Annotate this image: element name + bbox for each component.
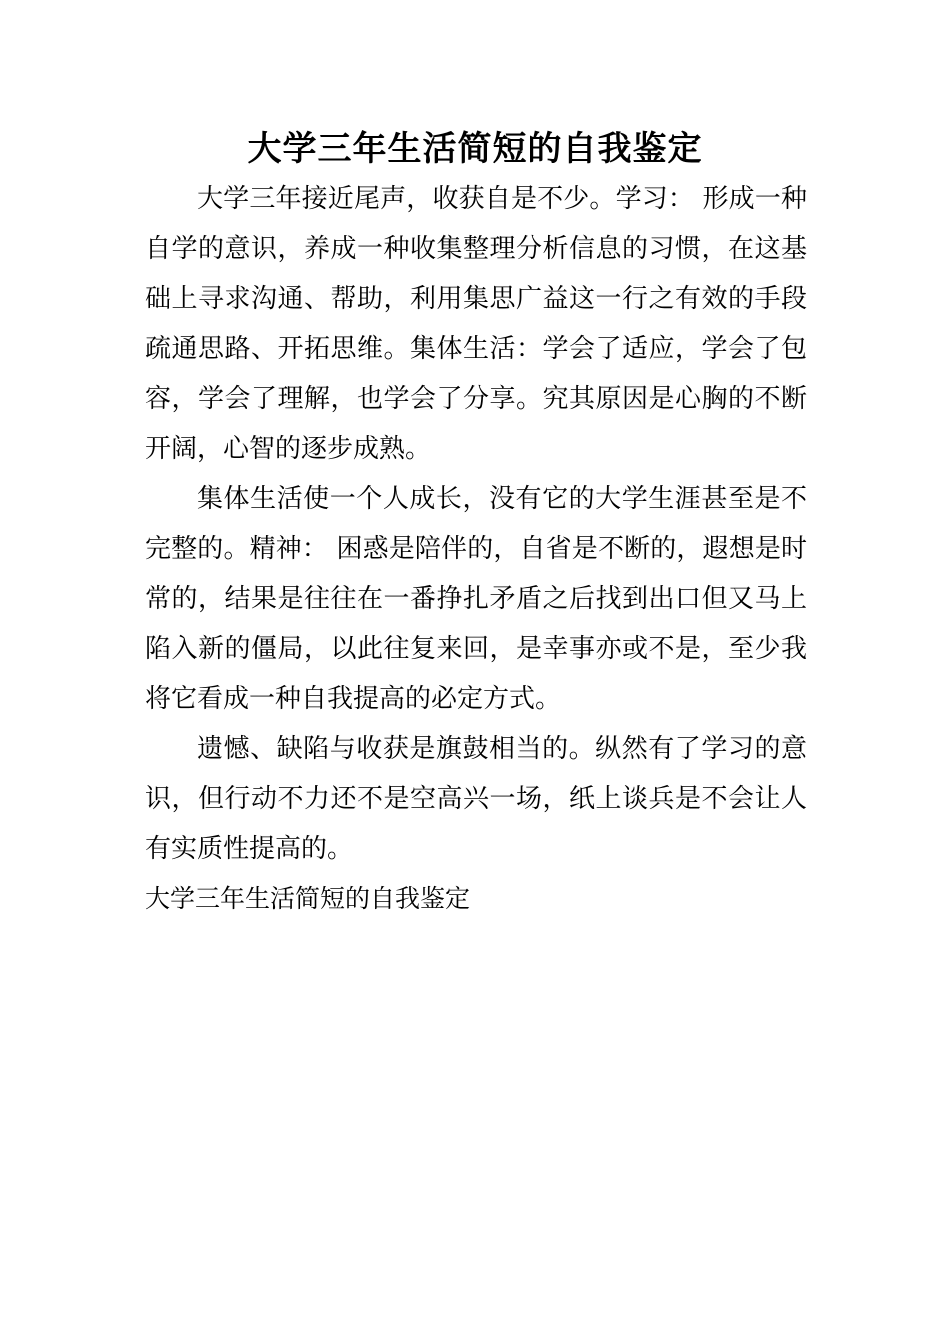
paragraph-3: 遗憾、缺陷与收获是旗鼓相当的。纵然有了学习的意识，但行动不力还不是空高兴一场，纸上谈兵是不会让人有实质性提高的。	[145, 734, 807, 864]
document-title: 大学三年生活简短的自我鉴定	[247, 129, 703, 169]
paragraph-1: 大学三年接近尾声，收获自是不少。学习： 形成一种自学的意识，养成一种收集整理分析信息的习惯，在这基础上寻求沟通、帮助，利用集思广益这一行之有效的手段疏通思路、开拓思维。集体生活：学会了适应，学会了包容，学会了理解，也学会了分享。究其原因是心胸的不断开阔，心智的逐步成熟。	[145, 184, 807, 464]
document-body	[145, 174, 807, 924]
paragraph-2: 集体生活使一个人成长，没有它的大学生涯甚至是不完整的。精神： 困惑是陪伴的，自省是不断的，遐想是时常的，结果是往往在一番挣扎矛盾之后找到出口但又马上陷入新的僵局，以此往复来回，是幸事亦或不是，至少我将它看成一种自我提高的必定方式。	[145, 484, 807, 714]
footer-title: 大学三年生活简短的自我鉴定	[145, 884, 471, 913]
